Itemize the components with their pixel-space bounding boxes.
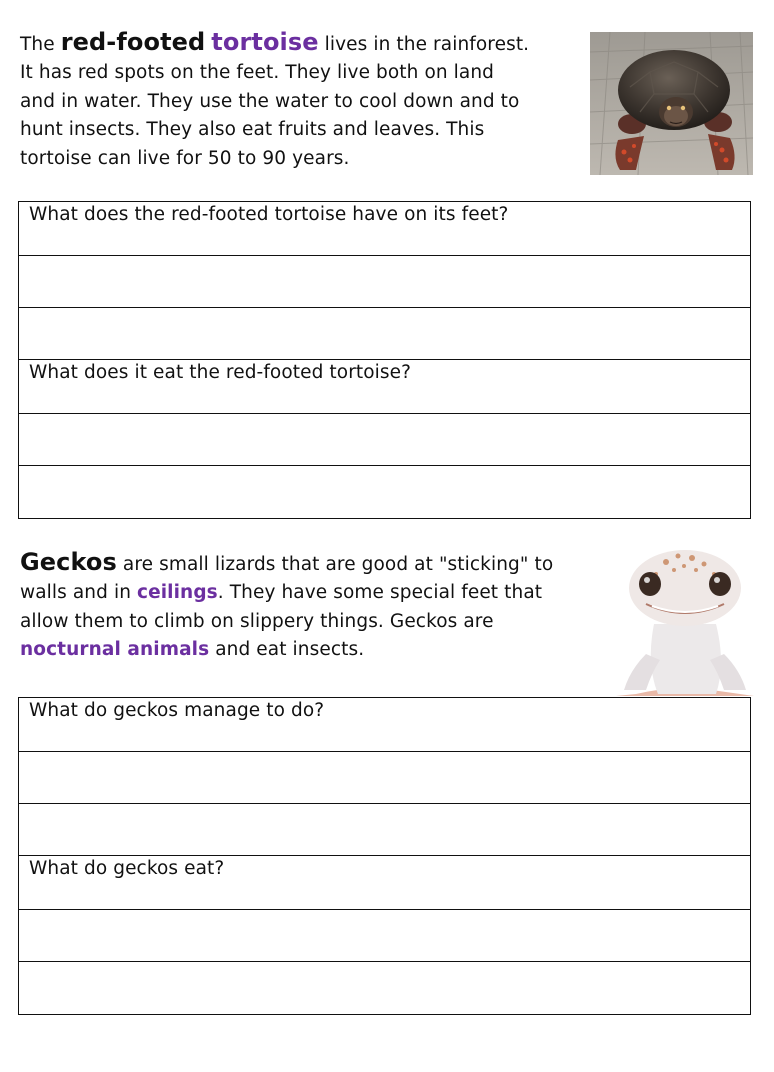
tortoise-title-part1: red-footed — [60, 28, 206, 56]
gecko-line-3: allow them to climb on slippery things. Geckos are — [20, 610, 494, 632]
gecko-line2-b: . They have some special feet that — [217, 582, 543, 604]
tortoise-answer-1b[interactable] — [19, 308, 750, 360]
gecko-line1-rest: are small lizards that are good at "sticking" to — [122, 554, 554, 575]
gecko-question-1-row — [19, 698, 750, 752]
tortoise-title-part2: tortoise — [211, 28, 319, 56]
gecko-title: Geckos — [20, 548, 117, 576]
tortoise-line-4: hunt insects. They also eat fruits and leaves. This — [20, 119, 485, 141]
gecko-line4-b: and eat insects. — [215, 639, 365, 661]
tortoise-line1-rest: lives in the rainforest. — [324, 34, 530, 55]
gecko-answer-1b[interactable] — [19, 804, 750, 856]
tortoise-question-1: What does the red-footed tortoise have on its feet? — [29, 204, 509, 225]
tortoise-question-2: What does it eat the red-footed tortoise? — [29, 362, 412, 383]
gecko-paragraph — [20, 548, 620, 665]
tortoise-line-2: It has red spots on the feet. They live both on land — [20, 62, 495, 84]
tortoise-answer-2a[interactable] — [19, 414, 750, 466]
gecko-question-2-row — [19, 856, 750, 910]
tortoise-line-5: tortoise can live for 50 to 90 years. — [20, 147, 350, 169]
tortoise-question-2-row — [19, 360, 750, 414]
gecko-line-1 — [20, 548, 620, 579]
gecko-line-4 — [20, 636, 620, 664]
tortoise-question-1-row — [19, 202, 750, 256]
gecko-line-2 — [20, 579, 620, 607]
gecko-answer-2a[interactable] — [19, 910, 750, 962]
gecko-keyword-nocturnal: nocturnal animals — [20, 639, 210, 661]
gecko-line2-a: walls and in — [20, 582, 132, 604]
tortoise-paragraph — [20, 28, 580, 173]
tortoise-intro: The — [20, 34, 55, 55]
tortoise-answer-1a[interactable] — [19, 256, 750, 308]
gecko-section — [0, 540, 774, 1040]
tortoise-photo — [590, 32, 753, 175]
tortoise-line-1 — [20, 28, 580, 59]
gecko-question-2: What do geckos eat? — [29, 858, 225, 879]
gecko-answer-1a[interactable] — [19, 752, 750, 804]
gecko-keyword-ceilings: ceilings — [137, 582, 218, 604]
gecko-question-table — [18, 697, 751, 1015]
tortoise-section — [0, 0, 774, 520]
gecko-question-1: What do geckos manage to do? — [29, 700, 325, 721]
tortoise-answer-2b[interactable] — [19, 466, 750, 518]
gecko-answer-2b[interactable] — [19, 962, 750, 1014]
tortoise-question-table — [18, 201, 751, 519]
gecko-photo — [616, 544, 754, 696]
tortoise-line-3: and in water. They use the water to cool down and to — [20, 90, 520, 112]
